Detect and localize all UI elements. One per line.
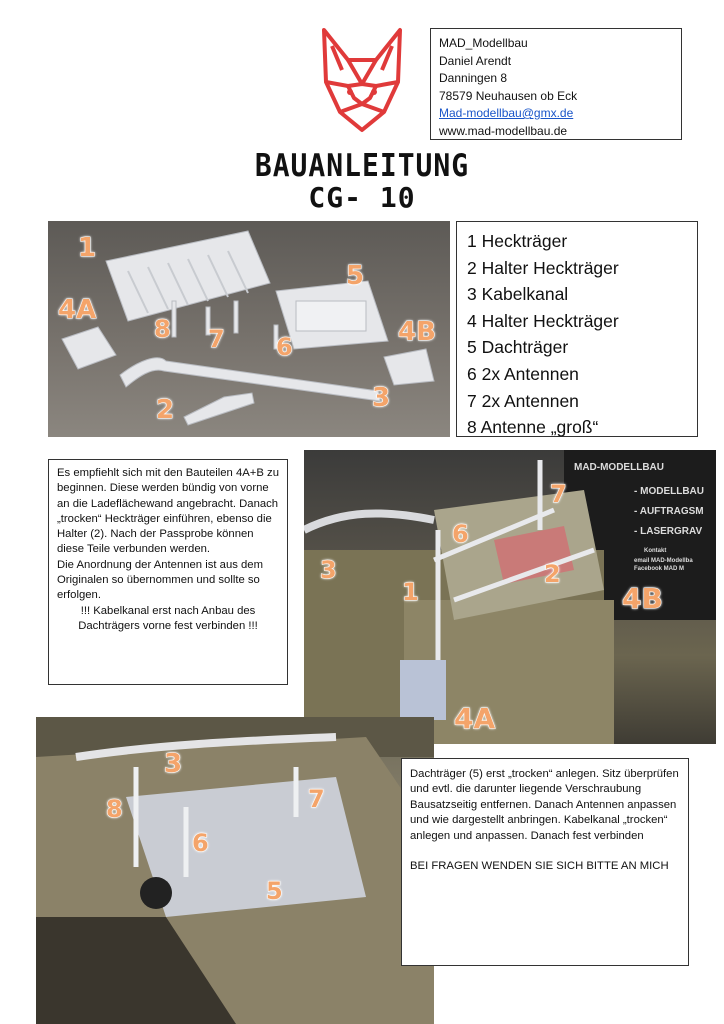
fox-logo-icon xyxy=(318,26,406,134)
parts-list xyxy=(456,221,698,437)
sign-title: MAD-MODELLBAU xyxy=(574,462,664,473)
instructions-text: Es empfiehlt sich mit den Bauteilen 4A+B zu beginnen. Diese werden bündig von vorne an die Ladeflächewand angebracht. Danach „trocken“ Heckträger einführen, ebenso die Halter (2). Nach der Passprobe können diese Teile verbunden werden. xyxy=(57,467,279,556)
instructions-box-2 xyxy=(401,758,689,966)
title-line-2: CG- 10 xyxy=(308,181,416,214)
list-item: 4 Halter Heckträger xyxy=(467,310,619,331)
list-item: 1 Heckträger xyxy=(467,231,568,251)
instructions-text-2: Die Anordnung der Antennen ist aus dem Originalen so übernommen und sollte so erfolgen. xyxy=(57,558,263,602)
street: Danningen 8 xyxy=(439,71,508,85)
title-line-1: BAUANLEITUNG xyxy=(254,147,470,184)
sign-line: email MAD-Modellba xyxy=(634,558,693,564)
label-8: 8 xyxy=(154,315,171,343)
instructions-footer: BEI FRAGEN WENDEN SIE SICH BITTE AN MICH xyxy=(410,860,669,873)
label-6: 6 xyxy=(276,333,293,361)
owner-name: Daniel Arendt xyxy=(439,53,512,68)
list-item: 3 Kabelkanal xyxy=(467,284,569,305)
vehicle-roof-graphic xyxy=(36,717,434,1024)
label-4a: 4A xyxy=(58,295,97,325)
sign-line: - AUFTRAGSM xyxy=(634,506,704,517)
label-7: 7 xyxy=(550,480,567,508)
instructions-box-1 xyxy=(48,459,288,685)
sign-line: - LASERGRAV xyxy=(634,526,703,537)
website: www.mad-modellbau.de xyxy=(439,123,568,138)
vehicle-rear-photo xyxy=(304,450,716,744)
address-box xyxy=(430,28,682,140)
list-item: 2 Halter Heckträger xyxy=(467,257,619,278)
label-1: 1 xyxy=(78,233,97,263)
label-6: 6 xyxy=(452,520,469,548)
list-item: 7 2x Antennen xyxy=(467,390,579,411)
list-item: 8 Antenne „groß“ xyxy=(467,417,599,438)
instructions-text: Dachträger (5) erst „trocken“ anlegen. Sitz überprüfen und evtl. die darunter liegende Verschraubung Bausatzseitig entfernen. Danach Antennen anpassen und wie dargestellt anbringen. Kabelkanal „trocken“ anlegen und anpassen. Danach fest verbinden xyxy=(410,768,679,842)
label-3: 3 xyxy=(320,556,337,584)
company-name: MAD_Modellbau xyxy=(439,36,528,50)
label-4a: 4A xyxy=(454,702,496,735)
label-2: 2 xyxy=(544,560,561,588)
city: 78579 Neuhausen ob Eck xyxy=(439,88,578,103)
list-item: 5 Dachträger xyxy=(467,337,569,358)
email-link[interactable]: Mad-modellbau@gmx.de xyxy=(439,106,574,120)
vehicle-roof-photo xyxy=(36,717,434,1024)
label-5: 5 xyxy=(346,261,365,291)
label-6: 6 xyxy=(192,829,209,857)
sign-line: - MODELLBAU xyxy=(634,486,704,497)
label-2: 2 xyxy=(156,395,175,425)
sign-line: Kontakt xyxy=(644,548,667,554)
parts-photo xyxy=(48,221,450,437)
label-4b: 4B xyxy=(622,582,663,615)
list-item: 6 2x Antennen xyxy=(467,363,579,384)
label-5: 5 xyxy=(266,877,283,905)
label-4b: 4B xyxy=(398,317,436,347)
label-3: 3 xyxy=(372,383,391,413)
label-1: 1 xyxy=(402,578,419,606)
sign-line: Facebook MAD M xyxy=(634,566,685,572)
document-title xyxy=(0,147,724,214)
label-3: 3 xyxy=(164,749,183,779)
label-7: 7 xyxy=(308,785,325,813)
instructions-warning: !!! Kabelkanal erst nach Anbau des Dachträgers vorne fest verbinden !!! xyxy=(78,604,258,632)
label-8: 8 xyxy=(106,795,123,823)
label-7: 7 xyxy=(208,325,225,353)
